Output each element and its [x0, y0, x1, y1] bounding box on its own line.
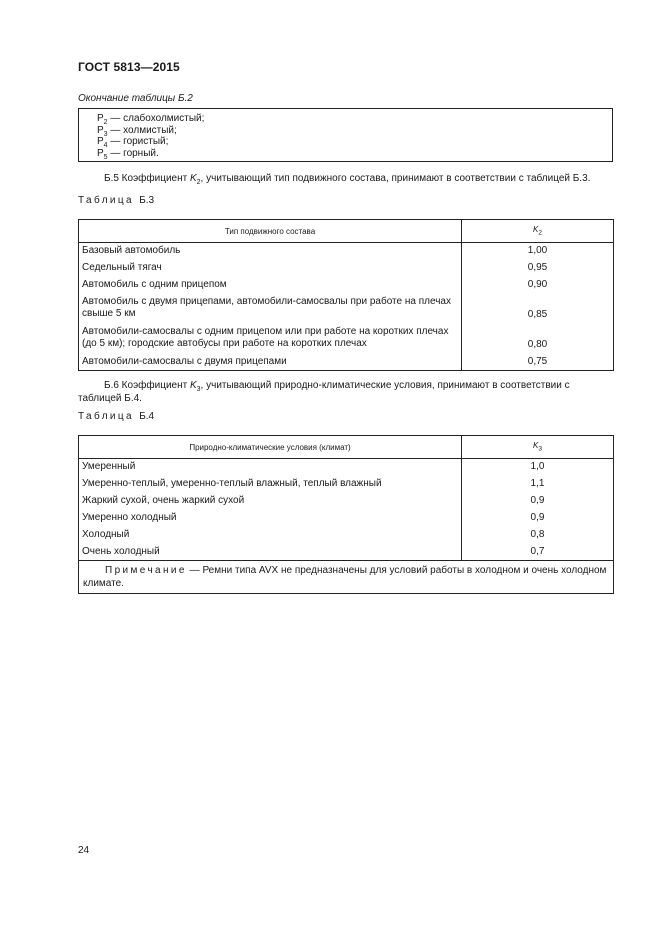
- note-label: Примечание: [105, 565, 187, 576]
- document-header: ГОСТ 5813—2015: [78, 60, 180, 74]
- row-label: Холодный: [79, 527, 462, 544]
- row-label: Седельный тягач: [79, 260, 462, 277]
- table-row: [79, 354, 614, 371]
- row-label: Автомобиль с одним прицепом: [79, 277, 462, 294]
- row-value: 0,7: [462, 544, 614, 561]
- paragraph-b5: Б.5 Коэффициент $K_2$, учитывающий тип подвижного состава, принимают в соответствии с таблицей Б.3.: [104, 173, 591, 186]
- column-header-k3: $K_3$: [462, 436, 614, 459]
- row-label: Умеренный: [79, 459, 462, 476]
- table-header-row: [79, 436, 614, 459]
- relief-item: $Р_4$ — гористый;: [97, 136, 169, 149]
- relief-item: $Р_3$ — холмистый;: [97, 124, 177, 138]
- relief-item: $Р_2$ — слабохолмистый;: [97, 113, 205, 126]
- row-value: 0,80: [462, 324, 614, 354]
- table-b4-caption: Таблица Б.4: [78, 411, 155, 422]
- row-value: 0,9: [462, 493, 614, 510]
- row-value: 1,00: [462, 243, 614, 260]
- table-row: [79, 476, 614, 493]
- row-value: 0,95: [462, 260, 614, 277]
- row-value: 0,90: [462, 277, 614, 294]
- table-b2-continuation-caption: Окончание таблицы Б.2: [78, 93, 193, 104]
- table-note-row: [79, 561, 614, 594]
- row-label: Базовый автомобиль: [79, 243, 462, 260]
- page-number: 24: [78, 845, 90, 856]
- table-row: [79, 294, 614, 324]
- table-row: [79, 544, 614, 561]
- row-label: Автомобили-самосвалы с двумя прицепами: [79, 354, 462, 371]
- row-label: Умеренно-теплый, умеренно-теплый влажный, теплый влажный: [79, 476, 462, 493]
- table-note: [79, 561, 614, 594]
- table-row: [79, 324, 614, 354]
- paragraph-b6: Б.6 Коэффициент $K_3$, учитывающий природно-климатические условия, принимают в соответствии с таблицей Б.4.: [78, 380, 570, 404]
- table-row: [79, 493, 614, 510]
- table-row: [79, 527, 614, 544]
- column-header-vehicle-type: Тип подвижного состава: [79, 220, 462, 243]
- row-value: 0,8: [462, 527, 614, 544]
- table-row: [79, 459, 614, 476]
- table-row: [79, 260, 614, 277]
- row-label: Автомобиль с двумя прицепами, автомобили-самосвалы при работе на плечах свыше 5 км: [79, 294, 462, 324]
- column-header-climate: Природно-климатические условия (климат): [79, 436, 462, 459]
- column-header-k2: $K_2$: [462, 220, 614, 243]
- row-value: 1,1: [462, 476, 614, 493]
- table-row: [79, 277, 614, 294]
- row-label: Жаркий сухой, очень жаркий сухой: [79, 493, 462, 510]
- relief-item: $Р_5$ — горный.: [97, 147, 159, 161]
- row-label: Умеренно холодный: [79, 510, 462, 527]
- row-value: 1,0: [462, 459, 614, 476]
- table-row: [79, 243, 614, 260]
- table-b3: [78, 219, 614, 371]
- table-b2-end-box: [78, 108, 613, 162]
- row-value: 0,9: [462, 510, 614, 527]
- table-b4: [78, 435, 614, 594]
- row-value: 0,85: [462, 294, 614, 324]
- table-b3-caption: Таблица Б.3: [78, 195, 155, 206]
- row-label: Очень холодный: [79, 544, 462, 561]
- row-value: 0,75: [462, 354, 614, 371]
- table-row: [79, 510, 614, 527]
- note-text: — Ремни типа AVX не предназначены для условий работы в холодном и очень холодном климате.: [83, 565, 607, 589]
- row-label: Автомобили-самосвалы с одним прицепом или при работе на коротких плечах (до 5 км); городские автобусы при работе на коротких плечах: [79, 324, 462, 354]
- table-header-row: [79, 220, 614, 243]
